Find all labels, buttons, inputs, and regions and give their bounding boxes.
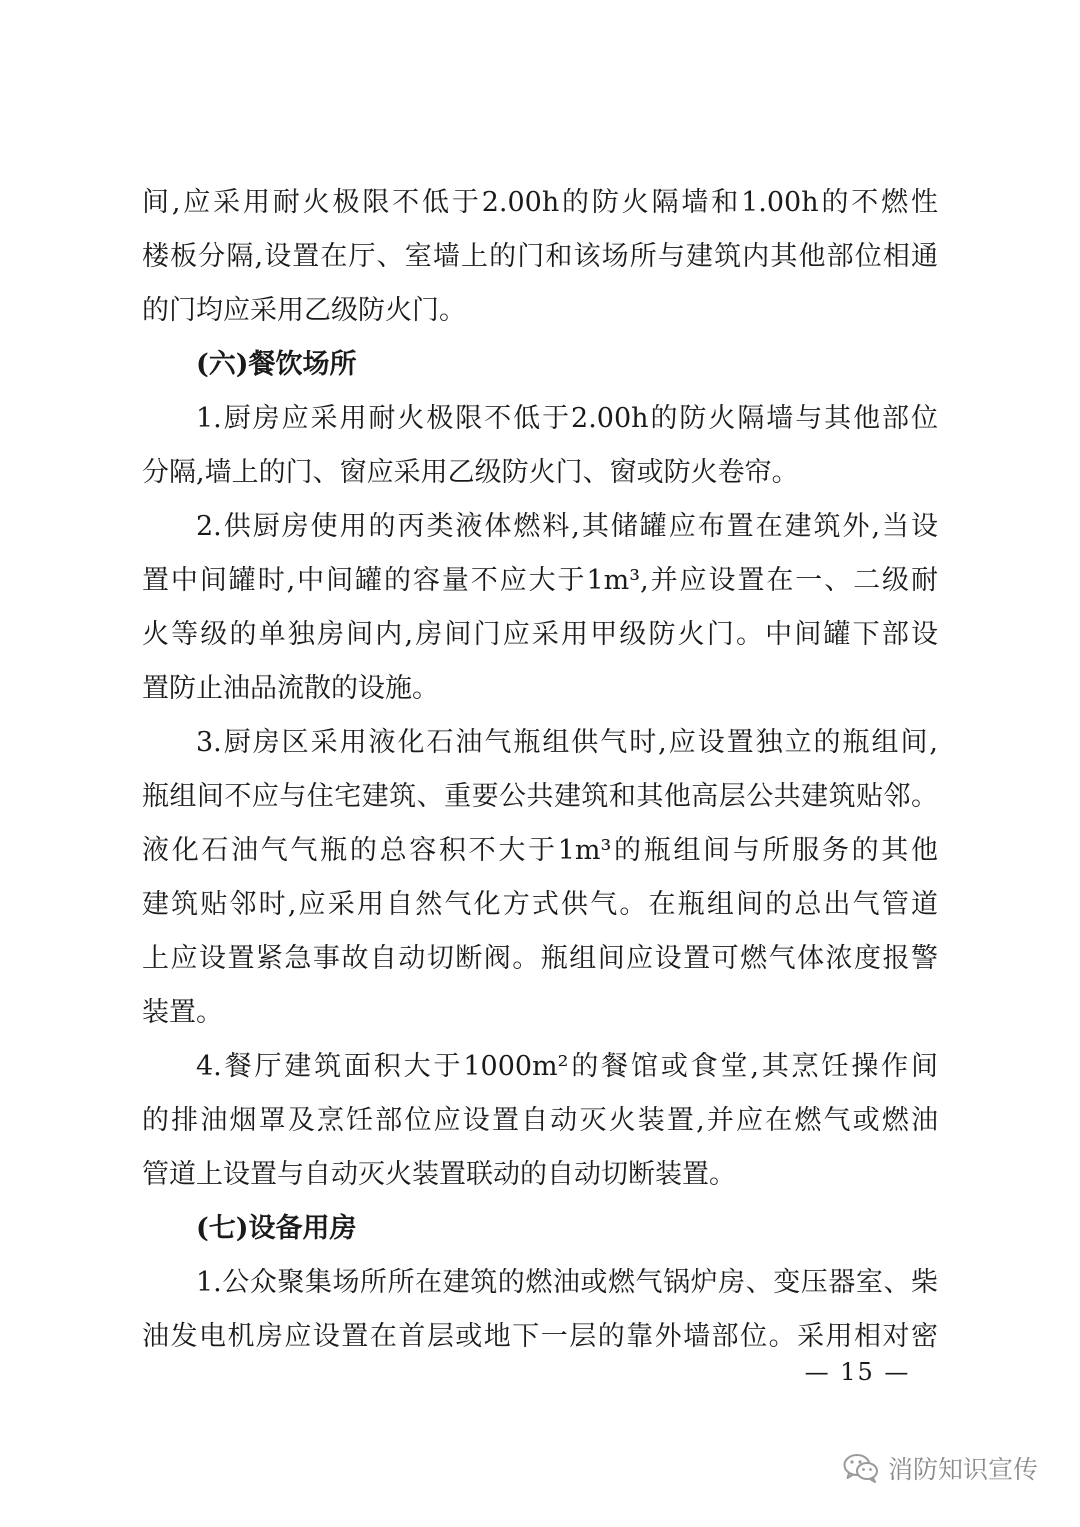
text-line: 建筑贴邻时,应采用自然气化方式供气。在瓶组间的总出气管道 [142,889,938,920]
wechat-icon [842,1452,880,1484]
text-line: 间,应采用耐火极限不低于2.00h的防火隔墙和1.00h的不燃性 [142,187,938,218]
watermark [842,1448,1038,1488]
text-line: 分隔,墙上的门、窗应采用乙级防火门、窗或防火卷帘。 [142,457,799,488]
section-heading: (六)餐饮场所 [196,349,357,380]
text-line: 1.公众聚集场所所在建筑的燃油或燃气锅炉房、变压器室、柴 [196,1267,938,1298]
text-line: 置防止油品流散的设施。 [142,673,439,704]
text-line: 管道上设置与自动灭火装置联动的自动切断装置。 [142,1159,736,1190]
body-text [142,176,938,1364]
text-line: 上应设置紧急事故自动切断阀。瓶组间应设置可燃气体浓度报警 [142,943,938,974]
text-line: 置中间罐时,中间罐的容量不应大于1m³,并应设置在一、二级耐 [142,565,938,596]
text-line: 火等级的单独房间内,房间门应采用甲级防火门。中间罐下部设 [142,619,938,650]
watermark-label: 消防知识宣传 [888,1455,1039,1484]
page-number: — 15 — [804,1358,911,1386]
text-line: 1.厨房应采用耐火极限不低于2.00h的防火隔墙与其他部位 [196,403,938,434]
text-line: 4.餐厅建筑面积大于1000m²的餐馆或食堂,其烹饪操作间 [196,1051,938,1082]
text-line: 3.厨房区采用液化石油气瓶组供气时,应设置独立的瓶组间, [196,727,938,758]
text-line: 楼板分隔,设置在厅、室墙上的门和该场所与建筑内其他部位相通 [142,241,938,272]
text-line: 装置。 [142,997,223,1028]
text-line: 的排油烟罩及烹饪部位应设置自动灭火装置,并应在燃气或燃油 [142,1105,938,1136]
text-line: 瓶组间不应与住宅建筑、重要公共建筑和其他高层公共建筑贴邻。 [142,781,938,812]
text-line: 的门均应采用乙级防火门。 [142,295,466,326]
section-heading: (七)设备用房 [196,1213,357,1244]
text-line: 油发电机房应设置在首层或地下一层的靠外墙部位。采用相对密 [142,1321,938,1352]
text-line: 2.供厨房使用的丙类液体燃料,其储罐应布置在建筑外,当设 [196,511,938,542]
text-line: 液化石油气气瓶的总容积不大于1m³的瓶组间与所服务的其他 [142,835,938,866]
